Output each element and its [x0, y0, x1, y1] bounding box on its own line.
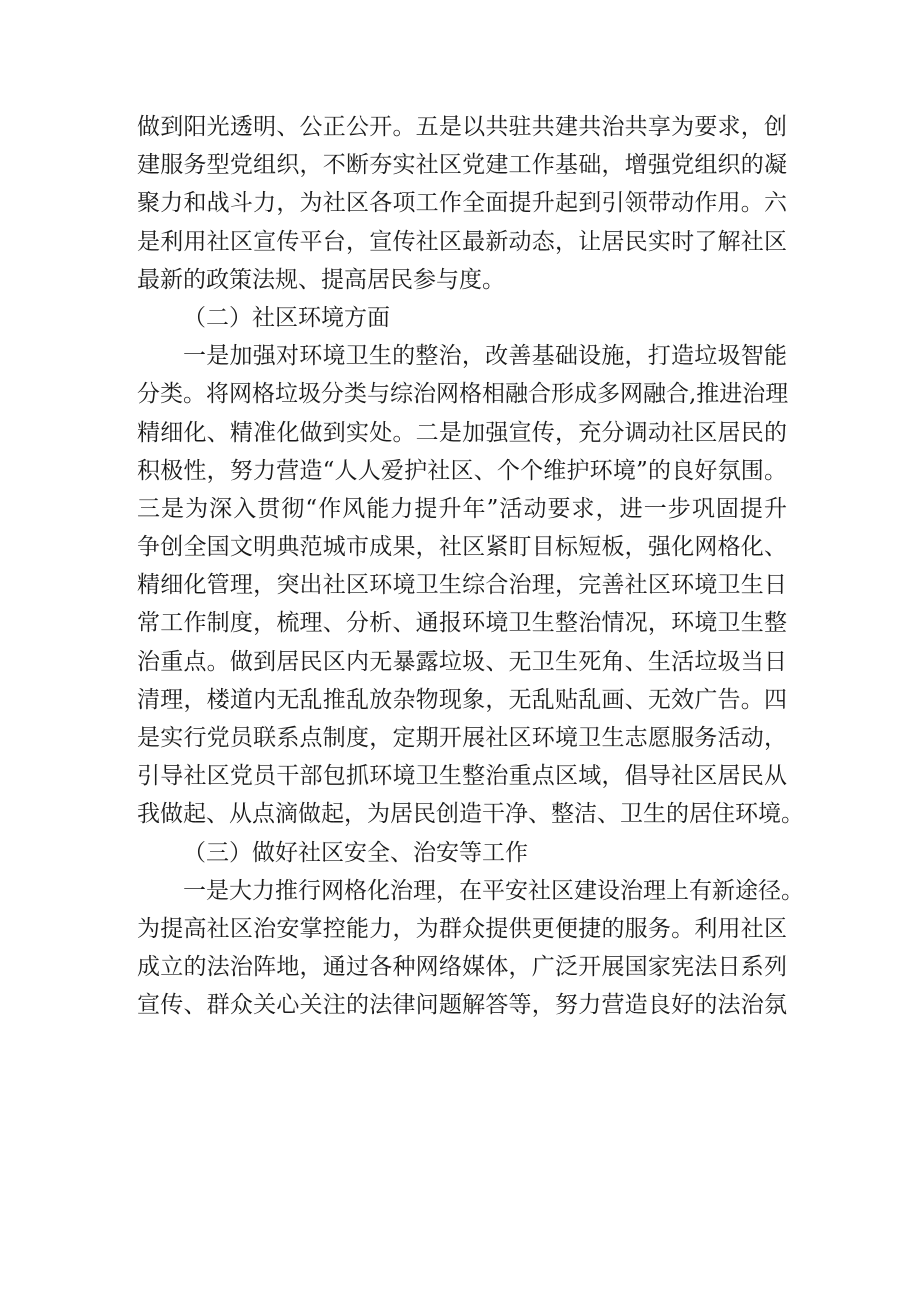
- text-line: 积极性，努力营造“人人爱护社区、个个维护环境”的良好氛围。: [137, 457, 787, 484]
- section-heading: （二）社区环境方面: [183, 304, 390, 331]
- text-line: 常工作制度，梳理、分析、通报环境卫生整治情况，环境卫生整: [137, 610, 787, 637]
- document-body: [137, 108, 804, 1025]
- text-line: 分类。将网格垃圾分类与综治网格相融合形成多网融合,推进治理: [137, 381, 789, 408]
- text-line: 引导社区党员干部包抓环境卫生整治重点区域，倡导社区居民从: [137, 763, 787, 790]
- text-line: 一是大力推行网格化治理，在平安社区建设治理上有新途径。: [183, 877, 804, 904]
- text-line: 是利用社区宣传平台，宣传社区最新动态，让居民实时了解社区: [137, 228, 787, 255]
- text-line: 我做起、从点滴做起，为居民创造干净、整洁、卫生的居住环境。: [137, 801, 804, 828]
- text-line: 建服务型党组织，不断夯实社区党建工作基础，增强党组织的凝: [137, 152, 787, 179]
- text-line: 做到阳光透明、公正公开。五是以共驻共建共治共享为要求，创: [137, 114, 787, 140]
- text-line: 精细化、精准化做到实处。二是加强宣传，充分调动社区居民的: [137, 419, 787, 446]
- text-line: 是实行党员联系点制度，定期开展社区环境卫生志愿服务活动，: [137, 725, 787, 751]
- text-line: 一是加强对环境卫生的整治，改善基础设施，打造垃圾智能: [183, 343, 787, 370]
- text-line: 聚力和战斗力，为社区各项工作全面提升起到引领带动作用。六: [137, 190, 787, 217]
- text-line: 成立的法治阵地，通过各种网络媒体，广泛开展国家宪法日系列: [137, 954, 787, 981]
- text-line: 最新的政策法规、提高居民参与度。: [137, 266, 505, 293]
- text-line: 争创全国文明典范城市成果，社区紧盯目标短板，强化网格化、: [137, 534, 787, 561]
- text-line: 为提高社区治安掌控能力，为群众提供更便捷的服务。利用社区: [137, 915, 787, 942]
- text-line: 精细化管理，突出社区环境卫生综合治理，完善社区环境卫生日: [137, 572, 787, 599]
- text-line: 三是为深入贯彻“作风能力提升年”活动要求，进一步巩固提升: [137, 495, 787, 522]
- section-heading: （三）做好社区安全、治安等工作: [183, 839, 528, 866]
- text-line: 清理，楼道内无乱推乱放杂物现象，无乱贴乱画、无效广告。四: [137, 686, 787, 713]
- text-line: 宣传、群众关心关注的法律问题解答等，努力营造良好的法治氛: [137, 992, 787, 1019]
- text-line: 治重点。做到居民区内无暴露垃圾、无卫生死角、生活垃圾当日: [137, 648, 787, 675]
